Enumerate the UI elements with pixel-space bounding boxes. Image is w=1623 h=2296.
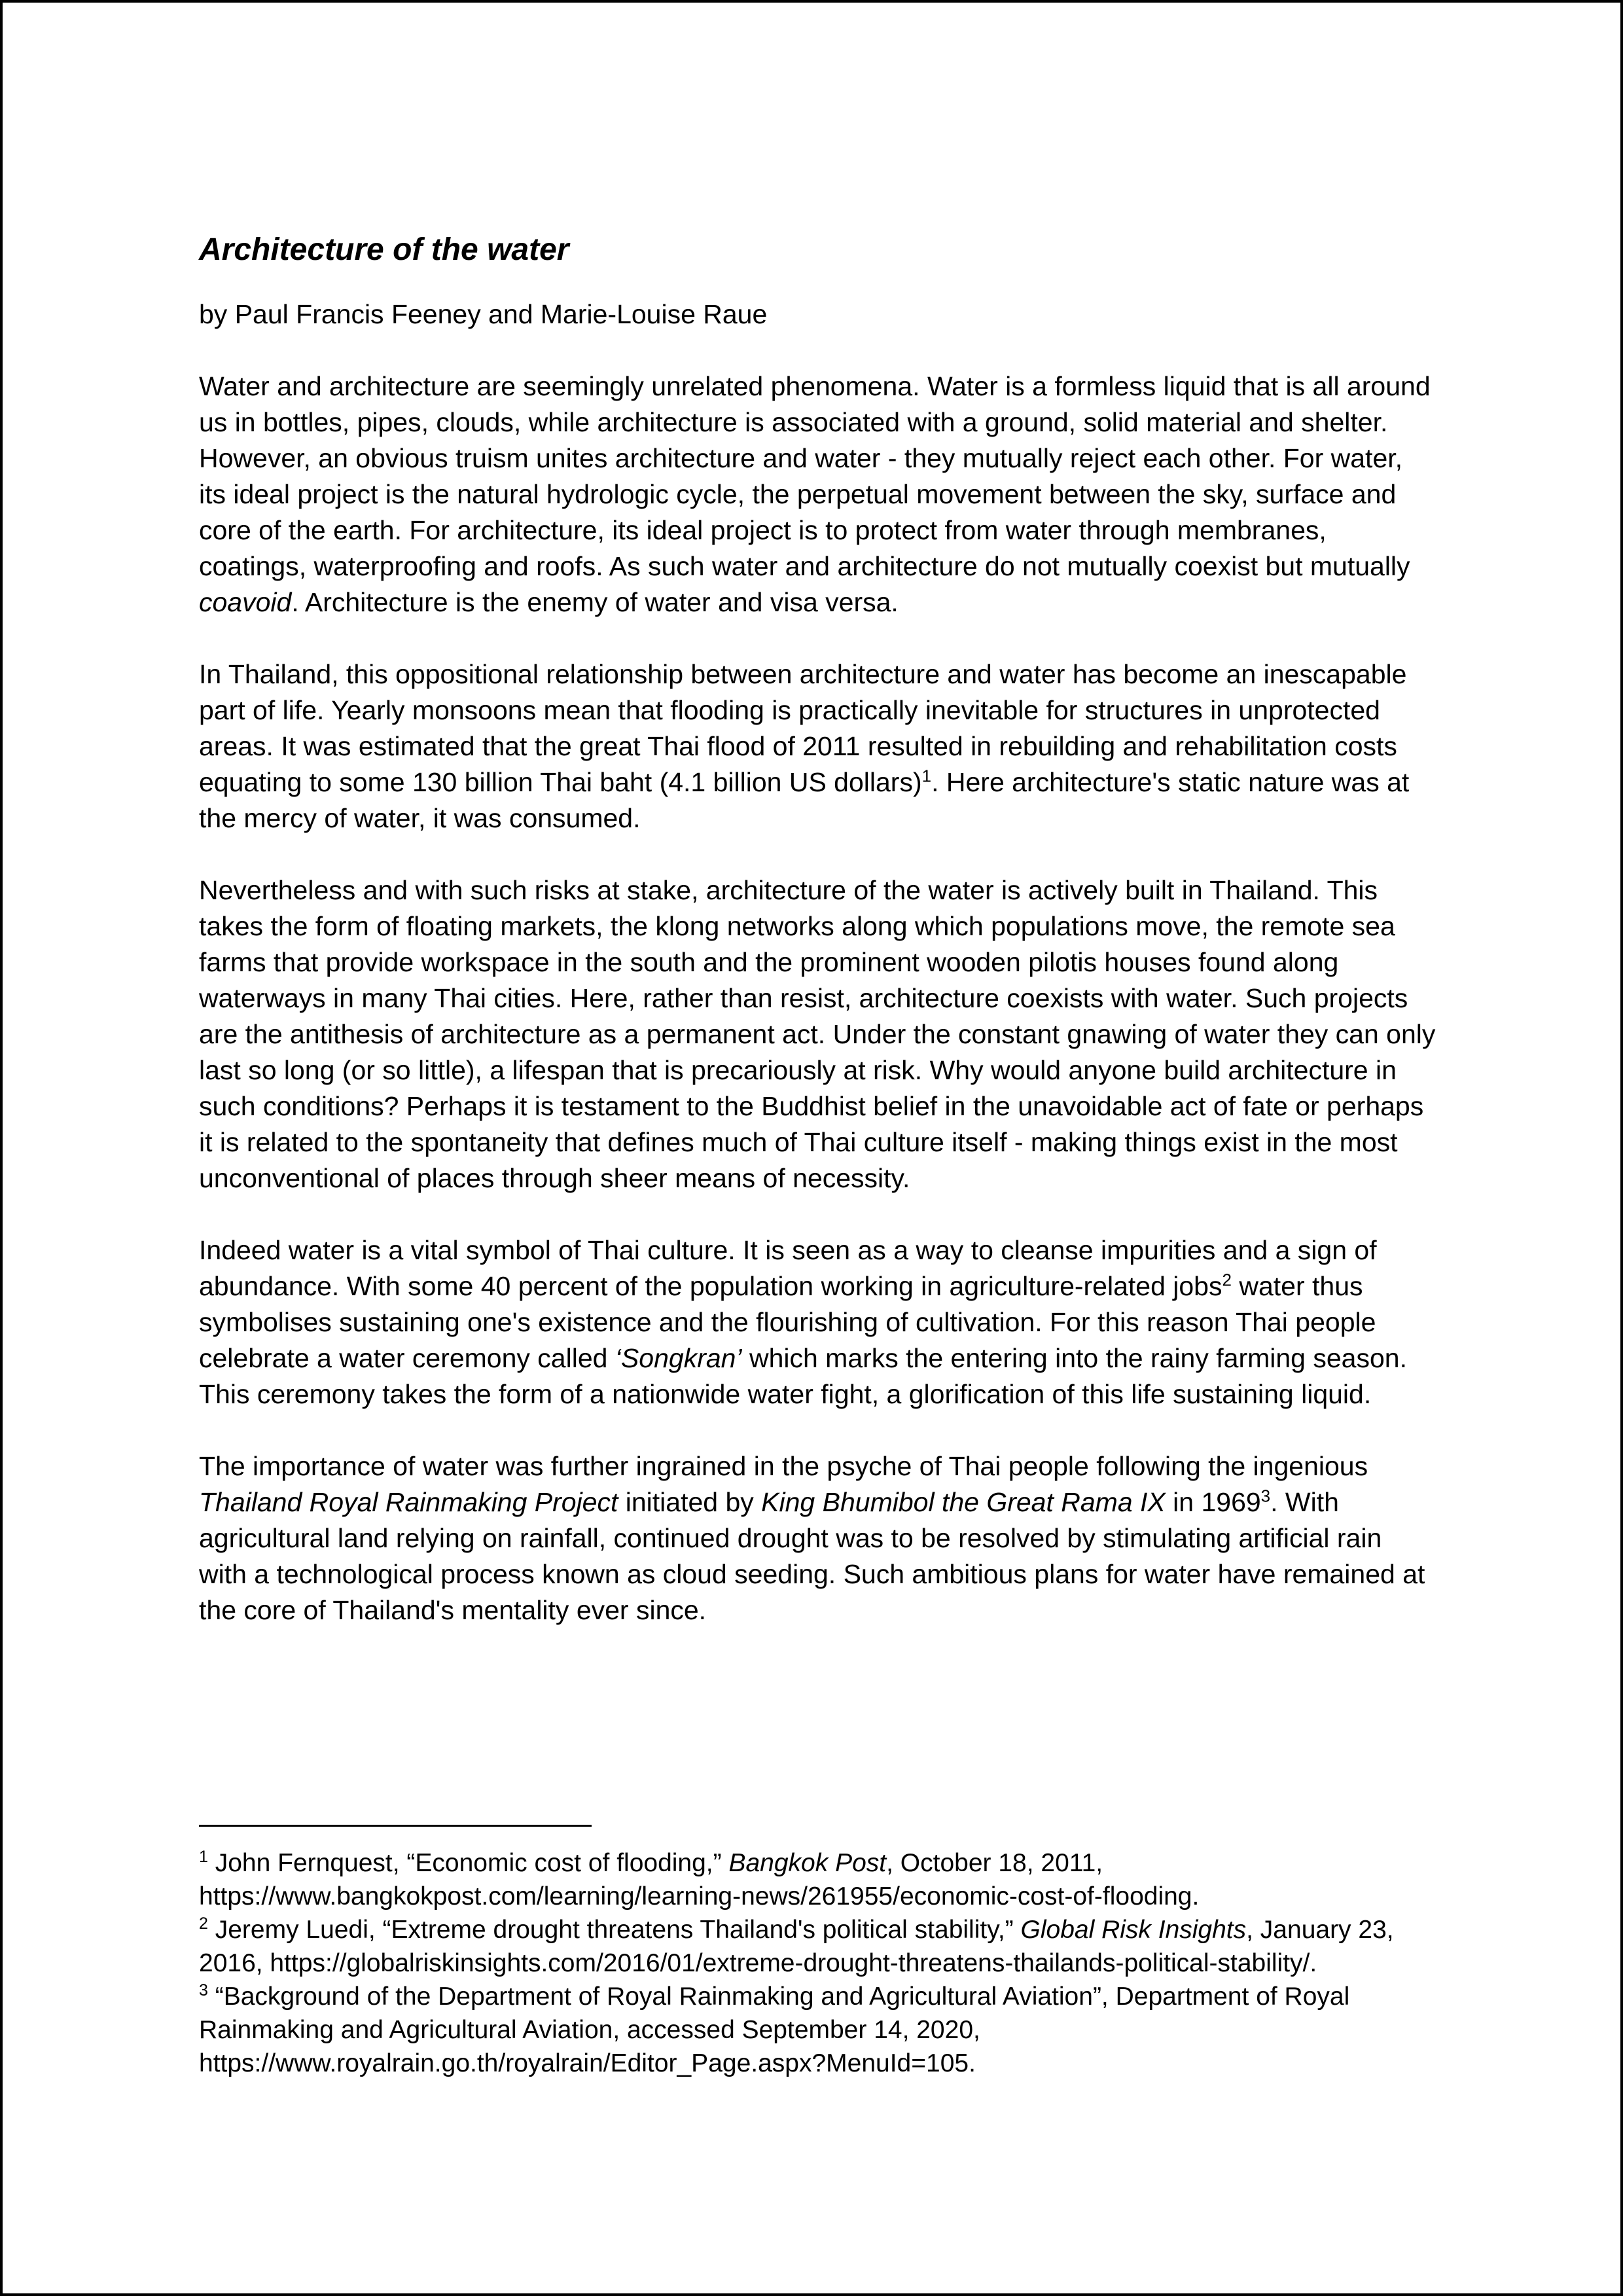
footnote-text: John Fernquest, “Economic cost of flooding,” [207, 1849, 729, 1877]
paragraph-2 [199, 656, 1436, 836]
footnote-1 [199, 1846, 1436, 1913]
emphasis-text: King Bhumibol the Great Rama IX [761, 1487, 1166, 1517]
paragraph-text: in 1969 [1165, 1487, 1261, 1517]
document-body [199, 228, 1436, 1628]
paragraph-text: . Architecture is the enemy of water and visa versa. [291, 587, 899, 617]
footnote-number: 1 [199, 1848, 208, 1866]
footnote-source: Bangkok Post [728, 1849, 887, 1877]
paragraph-3: Nevertheless and with such risks at stake, architecture of the water is actively built in Thailand. This takes the form of floating markets, the klong networks along which populations move, the remote sea farms that provide workspace in the south and the prominent wooden pilotis houses found along waterways in many Thai cities. Here, rather than resist, architecture coexists with water. Such projects are the antithesis of architecture as a permanent act. Under the constant gnawing of water they can only last so long (or so little), a lifespan that is precariously at risk. Why would anyone build architecture in such conditions? Perhaps it is testament to the Buddhist belief in the unavoidable act of fate or perhaps it is related to the spontaneity that defines much of Thai culture itself - making things exist in the most unconventional of places through sheer means of necessity. [199, 875, 1436, 1193]
footnote-separator [199, 1825, 592, 1827]
paragraph-text: which marks the entering into the rainy farming season. This ceremony takes the form of a nationwide water fight, a glorification of this life sustaining liquid. [199, 1343, 1407, 1409]
footnote-link[interactable]: , October 18, 2011, https://www.bangkokpost.com/learning/learning-news/261955/economic-cost-of-flooding. [199, 1849, 1200, 1910]
footnote-number: 2 [199, 1914, 208, 1933]
footnote-ref-1[interactable]: 1 [921, 766, 932, 786]
footnote-ref-3[interactable]: 3 [1260, 1486, 1271, 1506]
paragraph-1 [199, 368, 1436, 620]
paragraph-text: . Here architecture's static nature was at the mercy of water, it was consumed. [199, 767, 1410, 833]
footnote-source: Global Risk Insights [1020, 1916, 1247, 1944]
paragraph-5 [199, 1448, 1436, 1628]
footnotes-section [199, 1825, 1436, 2080]
footnote-text: Jeremy Luedi, “Extreme drought threatens Thailand's political stability,” [207, 1916, 1021, 1944]
footnote-2 [199, 1913, 1436, 1980]
paragraph-text: initiated by [618, 1487, 762, 1517]
emphasis-text: ‘Songkran’ [615, 1343, 742, 1373]
paragraph-text: Indeed water is a vital symbol of Thai culture. It is seen as a way to cleanse impurities and a sign of abundance. With some 40 percent of the population working in agriculture-related jobs [199, 1235, 1377, 1301]
paragraph-4 [199, 1232, 1436, 1412]
document-title: Architecture of the water [199, 232, 569, 267]
footnote-link[interactable]: , January 23, 2016, https://globalriskinsights.com/2016/01/extreme-drought-threatens-thailands-political-stability/. [199, 1916, 1394, 1977]
paragraph-text: The importance of water was further ingrained in the psyche of Thai people following the ingenious [199, 1451, 1368, 1481]
paragraph-text: In Thailand, this oppositional relationship between architecture and water has become an inescapable part of life. Yearly monsoons mean that flooding is practically inevitable for structures in unprotected areas. It was estimated that the great Thai flood of 2011 resulted in rebuilding and rehabilitation costs equating to some 130 billion Thai baht (4.1 billion US dollars) [199, 659, 1407, 797]
footnote-ref-2[interactable]: 2 [1222, 1270, 1232, 1290]
footnote-link[interactable]: “Background of the Department of Royal Rainmaking and Agricultural Aviation”, Department of Royal Rainmaking and Agricultural Aviation, accessed September 14, 2020, https://www.royalrain.go.th/royalrain/Editor_Page.aspx?MenuId=105. [199, 1982, 1350, 2077]
emphasis-text: Thailand Royal Rainmaking Project [199, 1487, 618, 1517]
paragraph-text: Water and architecture are seemingly unrelated phenomena. Water is a formless liquid that is all around us in bottles, pipes, clouds, while architecture is associated with a ground, solid material and shelter. However, an obvious truism unites architecture and water - they mutually reject each other. For water, its ideal project is the natural hydrologic cycle, the perpetual movement between the sky, surface and core of the earth. For architecture, its ideal project is to protect from water through membranes, coatings, waterproofing and roofs. As such water and architecture do not mutually coexist but mutually [199, 371, 1431, 581]
footnote-number: 3 [199, 1981, 208, 2000]
emphasis-text: coavoid [199, 587, 292, 617]
paragraph-text: water thus symbolises sustaining one's existence and the flourishing of cultivation. For this reason Thai people celebrate a water ceremony called [199, 1271, 1376, 1373]
paragraph-text: . With agricultural land relying on rainfall, continued drought was to be resolved by stimulating artificial rain with a technological process known as cloud seeding. Such ambitious plans for water have remained at the core of Thailand's mentality ever since. [199, 1487, 1425, 1625]
footnote-3 [199, 1980, 1436, 2080]
byline: by Paul Francis Feeney and Marie-Louise Raue [199, 299, 768, 329]
